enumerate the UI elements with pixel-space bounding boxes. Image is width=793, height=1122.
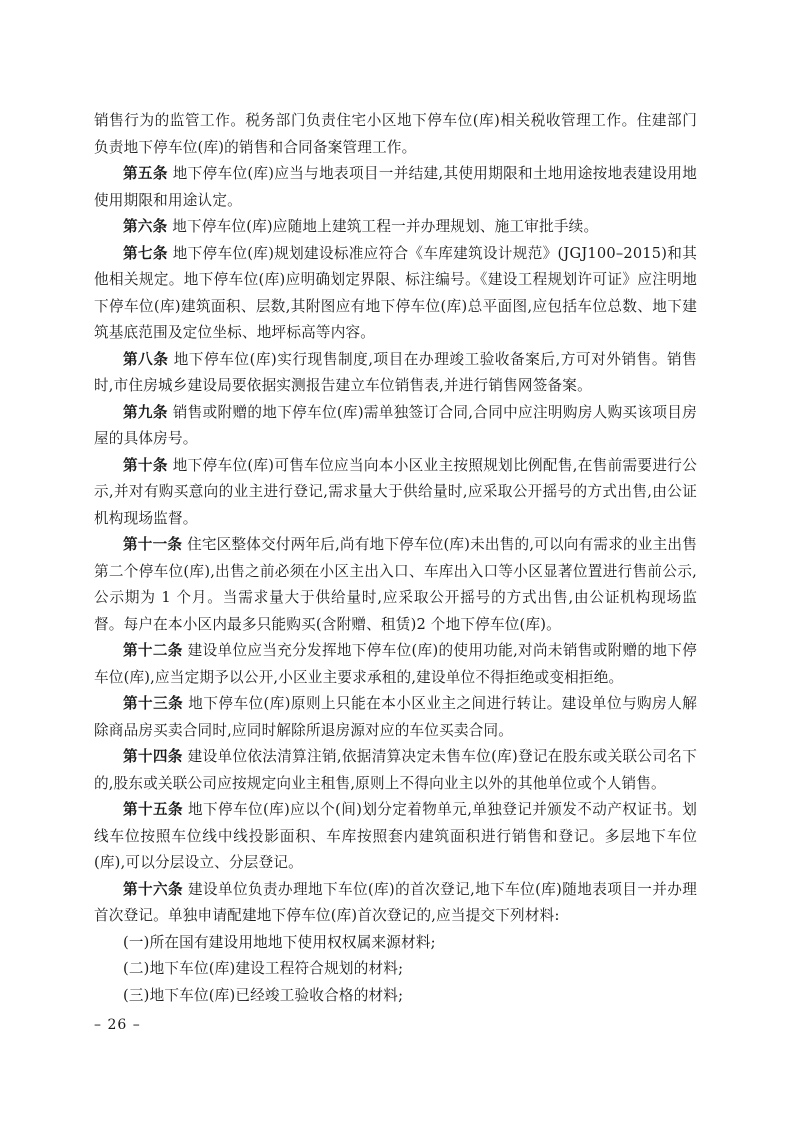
paragraph-text: 建设单位依法清算注销,依据清算决定未售车位(库)登记在股东或关联公司名下的,股东或关联公司应按规定向业主租售,原则上不得向业主以外的其他单位或个人销售。 [94, 748, 697, 792]
article-number: 第六条 [123, 218, 168, 235]
article-number: 第十二条 [123, 642, 183, 659]
paragraph-text: 地下停车位(库)规划建设标准应符合《车库建筑设计规范》(JGJ100–2015)和其他相关规定。地下停车位(库)应明确划定界限、标注编号。《建设工程规划许可证》应注明地下停车位(库)建筑面积、层数,其附图应有地下停车位(库)总平面图,应包括车位总数、地下建筑基底范围及定位坐标、地坪标高等内容。 [94, 244, 697, 341]
paragraph [94, 956, 697, 983]
paragraph-text: 地下停车位(库)可售车位应当向本小区业主按照规划比例配售,在售前需要进行公示,并对有购买意向的业主进行登记,需求量大于供给量时,应采取公开摇号的方式出售,由公证机构现场监督。 [94, 456, 697, 527]
article-number: 第九条 [123, 403, 168, 421]
paragraph-text: 地下停车位(库)应当与地表项目一并结建,其使用期限和土地用途按地表建设用地使用期限和用途认定。 [94, 165, 697, 209]
paragraph [94, 797, 697, 877]
regulation-text [94, 108, 697, 1009]
paragraph-text: 销售或附赠的地下停车位(库)需单独签订合同,合同中应注明购房人购买该项目房屋的具体房号。 [94, 403, 697, 447]
paragraph [94, 241, 697, 347]
article-number: 第十四条 [123, 748, 183, 765]
paragraph-text: 住宅区整体交付两年后,尚有地下停车位(库)未出售的,可以向有需求的业主出售第二个停车位(库),出售之前必须在小区主出入口、车库出入口等小区显著位置进行售前公示,公示期为 1 个月。当需求量大于供给量时,应采取公开摇号的方式出售,由公证机构现场监督。每户在本小区内最多只能购买(含附赠、租赁)2 个地下停车位(库)。 [94, 536, 697, 633]
paragraph-text: 地下停车位(库)原则上只能在本小区业主之间进行转让。建设单位与购房人解除商品房买卖合同时,应同时解除所退房源对应的车位买卖合同。 [94, 695, 697, 739]
article-number: 第十三条 [123, 695, 184, 712]
paragraph [94, 108, 697, 161]
paragraph [94, 877, 697, 930]
paragraph-text: 销售行为的监管工作。税务部门负责住宅小区地下停车位(库)相关税收管理工作。住建部门负责地下停车位(库)的销售和合同备案管理工作。 [94, 112, 697, 156]
article-number: 第十五条 [123, 801, 183, 818]
paragraph [94, 983, 697, 1010]
paragraph [94, 930, 697, 957]
paragraph [94, 744, 697, 797]
paragraph [94, 347, 697, 400]
page-number: – 26 – [94, 1017, 141, 1033]
paragraph-text: (三)地下车位(库)已经竣工验收合格的材料; [123, 986, 404, 1004]
article-number: 第十一条 [123, 536, 183, 553]
article-number: 第十六条 [123, 880, 183, 898]
article-number: 第七条 [123, 244, 168, 262]
paragraph-text: 地下停车位(库)应以个(间)划分定着物单元,单独登记并颁发不动产权证书。划线车位按照车位线中线投影面积、车库按照套内建筑面积进行销售和登记。多层地下车位(库),可以分层设立、分层登记。 [94, 801, 697, 871]
paragraph-text: (一)所在国有建设用地地下使用权权属来源材料; [123, 933, 436, 951]
paragraph [94, 400, 697, 453]
paragraph-text: 地下停车位(库)实行现售制度,项目在办理竣工验收备案后,方可对外销售。销售时,市住房城乡建设局要依据实测报告建立车位销售表,并进行销售网签备案。 [94, 350, 697, 394]
paragraph-text: 建设单位负责办理地下车位(库)的首次登记,地下车位(库)随地表项目一并办理首次登记。单独申请配建地下停车位(库)首次登记的,应当提交下列材料: [94, 880, 697, 924]
article-number: 第十条 [123, 456, 168, 474]
paragraph [94, 453, 697, 533]
paragraph [94, 214, 697, 241]
article-number: 第五条 [123, 165, 168, 182]
paragraph [94, 691, 697, 744]
paragraph-text: 建设单位应当充分发挥地下停车位(库)的使用功能,对尚未销售或附赠的地下停车位(库),应当定期予以公开,小区业主要求承租的,建设单位不得拒绝或变相拒绝。 [94, 642, 697, 686]
paragraph [94, 161, 697, 214]
paragraph [94, 532, 697, 638]
paragraph [94, 638, 697, 691]
paragraph-text: (二)地下车位(库)建设工程符合规划的材料; [123, 960, 404, 977]
paragraph-text: 地下停车位(库)应随地上建筑工程一并办理规划、施工审批手续。 [167, 218, 599, 235]
article-number: 第八条 [123, 350, 169, 368]
